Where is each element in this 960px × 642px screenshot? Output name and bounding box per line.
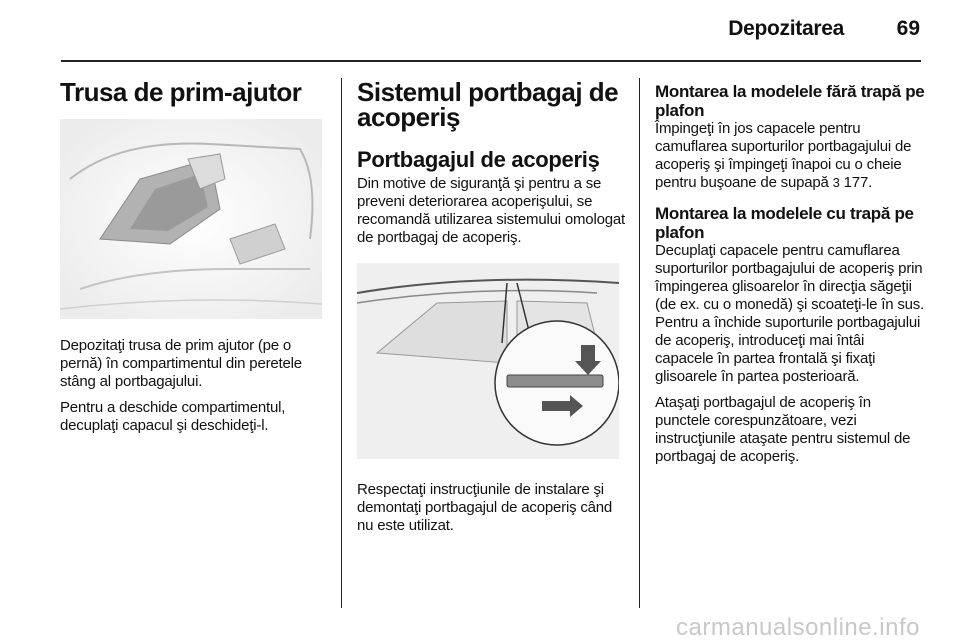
mounting-without-sunroof-heading: Montarea la modelele fără trapă pe plafon bbox=[655, 82, 925, 120]
column-divider-2 bbox=[639, 78, 640, 608]
column-mounting bbox=[655, 72, 925, 466]
roof-rack-title: Sistemul portbagaj de acoperiş bbox=[357, 77, 619, 132]
header-divider bbox=[61, 60, 921, 62]
column-divider-1 bbox=[341, 78, 342, 608]
first-aid-paragraph-2: Pentru a deschide compartimentul, decuplaţi capacul şi deschideţi-l. bbox=[60, 399, 286, 434]
first-aid-title: Trusa de prim-ajutor bbox=[60, 77, 302, 107]
mounting-with-sunroof-paragraph: Decuplaţi capacele pentru camuflarea suporturilor portbagajului de acoperiş prin împingerea glisoarelor în direcţia săgeţii (de ex. cu o monedă) şi scoateţi-le în sus. Pentru a închide suporturile portbagajului de acoperiş, introduceţi mai întâi capacele în partea frontală şi fixaţi glisoarele în partea posterioară. bbox=[655, 242, 925, 385]
column-roof-rack bbox=[357, 72, 625, 535]
page-number: 69 bbox=[896, 17, 920, 40]
first-aid-paragraph-1: Depozitaţi trusa de prim ajutor (pe o pernă) în compartimentul din peretele stâng al portbagajului. bbox=[60, 337, 302, 390]
page-ref-arrow: 3 bbox=[832, 175, 840, 190]
attach-roof-rack-paragraph: Ataşaţi portbagajul de acoperiş în punctele corespunzătoare, vezi instrucţiunile ataşate pentru sistemul de portbagaj de acoperiş. bbox=[655, 394, 911, 465]
roof-rack-paragraph-1: Din motive de siguranţă şi pentru a se preveni deteriorarea acoperişului, se recomandă utilizarea sistemului omologat de portbagaj de acoperiş. bbox=[357, 175, 625, 246]
mounting-without-sunroof-paragraph: Împingeţi în jos capacele pentru camuflarea suporturilor portbagajului de acoperiş şi împingeţi înapoi cu o cheie pentru buşoane de supapă 3 177. bbox=[655, 120, 912, 191]
page-ref-link[interactable]: 177. bbox=[843, 174, 873, 191]
mounting-with-sunroof-heading: Montarea la modelele cu trapă pe plafon bbox=[655, 204, 914, 242]
watermark: carmanualsonline.info bbox=[676, 614, 920, 641]
first-aid-kit-illustration bbox=[60, 119, 322, 319]
section-title: Depozitarea bbox=[728, 17, 844, 40]
page-header bbox=[0, 0, 960, 62]
roof-rack-paragraph-2: Respectaţi instrucţiunile de instalare şi demontaţi portbagajul de acoperiş când nu este utilizat. bbox=[357, 481, 613, 534]
column-first-aid bbox=[60, 72, 328, 435]
roof-rack-subtitle: Portbagajul de acoperiş bbox=[357, 147, 600, 172]
roof-rack-illustration bbox=[357, 263, 619, 459]
